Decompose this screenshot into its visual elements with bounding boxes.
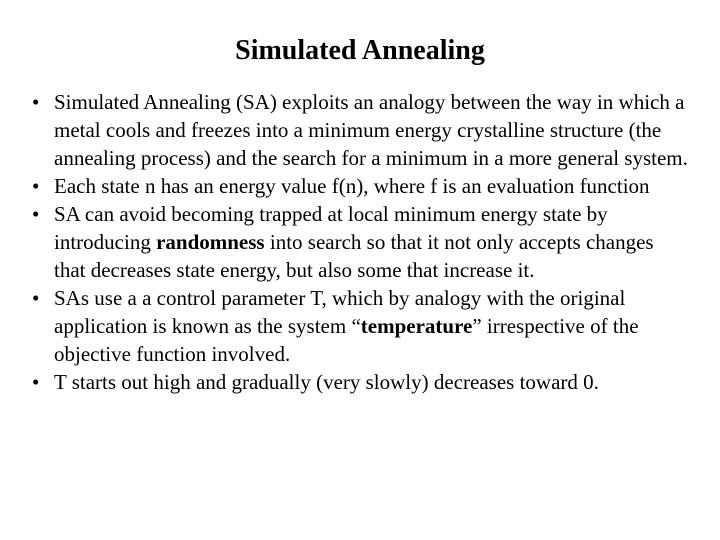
bullet-emphasis-randomness: randomness	[156, 230, 265, 254]
bullet-text-after: ” irrespective of the objective function involved.	[54, 314, 639, 366]
bullet-text-before: SA can avoid becoming trapped at local minimum energy state by introducing	[54, 202, 608, 254]
bullet-text: Simulated Annealing (SA) exploits an analogy between the way in which a metal cools and freezes into a minimum energy crystalline structure (the annealing process) and the search for a minimum in a more general system.	[54, 90, 688, 170]
bullet-item-5	[30, 368, 690, 396]
bullet-text: Each state n has an energy value f(n), where f is an evaluation function	[54, 174, 650, 198]
bullet-text-before: SAs use a a control parameter T, which by analogy with the original application is known as the system “	[54, 286, 626, 338]
bullet-marker: •	[32, 174, 40, 198]
bullet-marker: •	[32, 90, 40, 114]
bullet-text: T starts out high and gradually (very slowly) decreases toward 0.	[54, 370, 599, 394]
bullet-text-after: into search so that it not only accepts changes that decreases state energy, but also some that increase it.	[54, 230, 654, 282]
bullet-item-4	[30, 284, 690, 368]
bullet-item-2	[30, 172, 690, 200]
bullet-marker: •	[32, 202, 40, 226]
bullet-list	[30, 88, 690, 396]
bullet-item-1	[30, 88, 690, 172]
slide-title: Simulated Annealing	[235, 35, 485, 66]
bullet-emphasis-temperature: temperature	[360, 314, 473, 338]
bullet-marker: •	[32, 286, 40, 310]
bullet-item-3	[30, 200, 690, 284]
bullet-marker: •	[32, 370, 40, 394]
